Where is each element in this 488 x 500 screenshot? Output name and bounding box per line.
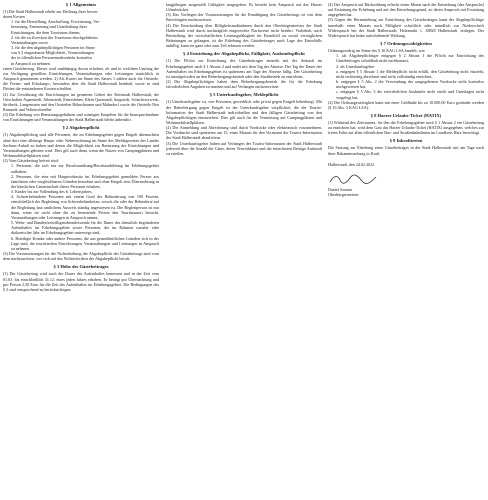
para-1-1: deren Kosten	[3, 14, 25, 20]
para-1-8: von § 2 eingeräumte Möglichkeit, Veranstaltungen	[11, 50, 94, 56]
column-1	[3, 2, 159, 292]
para-7-body: Ordnungswidrig im Sinne des § 16 KAG LSA handelt, wer	[328, 48, 425, 54]
para-5-body: (1) Unterkunftsgeber ist, wer Personen, gewerblich oder privat gegen Entgelt beherbergt. Mit der Beherbergung gegen Entgelt ist der Unterkunftsgeber verpflichtet, die der Tourist-Information der Stadt Halberstadt individuellen und den fälligen Gästebeitrag von den Abgabepflichtigen einzuziehen. Dies gilt auch für die Vermietung auf Campingplätzen und Wohnmobilstellplätzen.	[166, 99, 322, 125]
para-2-body-c: (3) Die Voraussetzungen für die Nichterhebung der Abgabepflicht des Gästebeitrags sind vom dem nachzuweisen, wer sich auf das Nichterfordern der Abgabepflicht beruft.	[3, 251, 159, 262]
para-5-body-b: (2) Die Anmeldung und Abrechnung sind durch Vordrucke oder elektronisch vorzunehmen. Die Vordrucke sind spätestens am 15. eines Monats für den Vormonat der Tourist-Information der Stadt Halberstadt abzuliefern.	[166, 125, 322, 141]
section-8-title: § 8 Harzer Urlaubs-Ticket (HATIX)	[370, 112, 442, 118]
list-item: b. entgegen § 5 Abs. 2 die Verwendung der ausgegebenen Vordrucke nicht kostenlos nachgewiesen hat,	[336, 79, 484, 90]
para-7-body-b: (2) Die Ordnungswidrigkeit kann mit einer Geldbuße bis zu 10.000,00 Euro geahndet werden (§ 16 Abs. 3 KAG LSA).	[328, 99, 484, 110]
para-1-body-b: (2) Zur Gewährung der Einrichtungen im gesamten Gebiet der Kernstadt Halberstadt, die Ortschaften Aspenstedt, Athenstedt, Emersleben, Klein Quenstedt, Sargstedt, Schachtvorwerk, Ströbeck, Langenstein und den Ortsteilen Böhnshausen und Mahndorf sowie die Ortsteile Neu Runstedt und Veltenschwalbe.	[3, 91, 159, 112]
para-4-body-b: (2) Die Abgabepflichtigen haben dem Beherbergungsbetrieb die für die Erhebung erforderlichen Angaben zu machen und auf Verlangen nachzuweisen.	[166, 79, 322, 90]
para-4-body: (1) Die Pflicht zur Entrichtung des Gästebeitrages entsteht mit der Ankunft im Erhebungsgebiet nach § 1 Absatz 2 und endet mit dem Tag der Abreise. Der Tag der Dauer des Aufenthaltes im Erhebungsgebiet ist spätestens am Tage der Abreise fällig. Der Gästebeitrag ist unaufgefordert an den Beherbergungsbetrieb oder den Stadtbetrieb zu entrichten.	[166, 58, 322, 79]
para-1-6: Veranstaltungen sowie	[11, 39, 48, 45]
list-item: c. entgegen § 5 Abs. 3 die erforderlichen Auskünfte nicht erteilt und Unterlagen nicht vorgelegt hat,	[336, 89, 484, 100]
list-item: 5. Wehr- und Bundesfreiwilligendienstleistende für die Dauer des dienstlich begründeten Aufenthaltes im Erhebungsgebiet sowie Personen, die im Rahmen sozialer oder diakonischer Jahr im Erhebungsgebiet unterwegs sind,	[11, 220, 159, 236]
para-2-body-b: (2) Vom Gästebeitrag befreit sind:	[3, 158, 59, 164]
signer-name: Daniel Szarata	[328, 186, 352, 192]
para-8-body: (1) Während des Zeitraumes, für den der Erhebungsgebiet nach § 1 Absatz 2 ein Gästebeitrag zu entrichten hat, wird dem Gast das Harzer Urlaubs-Ticket (HATIX) ausgegeben, welches zur freien Fahrt auf allen öffentlichen Bus- und Straßenbahnlinien im Landkreis Harz berechtigt.	[328, 119, 484, 136]
para-c2-a: langjährigen ausgestellt Gültigkeit ausgegeben. Es besteht kein Anspruch auf das Harzer Urlaubsticket.	[166, 2, 322, 13]
signature-mark	[328, 173, 378, 185]
para-1-5: 2. für die zu Zwecken des Tourismus durchgeführten	[11, 34, 98, 40]
signer-title: Oberbürgermeister	[328, 192, 359, 198]
section-4-title: § 4 Entstehung der Abgabepflicht, Fälligkeit, Auskunftspflicht	[183, 51, 305, 57]
list-item: a. entgegen § 5 Absatz 1 die Meldepflicht nicht erfüllt, den Gästebeitrag nicht einzieht, nicht rechtzeitig abrechnet und nicht vollständig entrichtet,	[336, 68, 484, 79]
para-5-body-c: (3) Die Unterkunftsgeber haben auf Verlangen der Tourist-Information der Stadt Halberstadt jederzeit über die Anzahl der Gäste, deren Verweildauer und die entrichteten Beträge Auskunft zu erteilen.	[166, 140, 322, 156]
section-3-title: § 3 Höhe des Gästebeitrages	[53, 264, 109, 270]
para-1-7: 3. für die den abgabepflichtigen Personen im Sinne	[11, 45, 95, 51]
para-c2-b: (3) Das Vorliegen der Voraussetzungen für die Ermäßigung des Gästebeitrags ist von dem Berechtigten nachzuweisen.	[166, 12, 322, 23]
section-9-title: § 9 Inkrafttreten	[389, 138, 423, 144]
para-2-body: (1) Abgabenpflichtig sind alle Personen, die im Erhebungsgebiet gegen Entgelt übernachten ohne dort eine alleinige Haupt- oder Nebenwohnung im Sinne des Meldegesetzes des Landes Sachsen-Anhalt zu haben und denen die Möglichkeit zur Benutzung der Einrichtungen und Veranstaltungen geboten wird. Dies gilt auch dann, wenn die Nutzer von Campingplätzen und Wohnmobilstellplätzen sind.	[3, 132, 159, 159]
list-item: 2. Personen, die eine mit Hauptwohnsitz im Erhebungsgebiet gemeldete Person aus familiären oder vergleichbaren Gründen besuchen und ohne Entgelt eine Übernachtung in der häuslichen Gemeinschaft dieser Personen erhalten,	[11, 173, 159, 189]
list-item: 1. als Abgabepflichtiger entgegen § 2 Absatz 1 die Pflicht zur Entrichtung des Gästebeitrages schuldhaft nicht nachkommt,	[336, 53, 484, 64]
para-1-0: (1) Die Stadt Halberstadt erhebt zur Deckung ihrer beson-	[3, 9, 99, 14]
list-item: 6. Beteiligte Kranke oder andere Personen, die aus gesundheitlichen Gründen sich in der Lage sind, die touristischen Einrichtungen, Veranstaltungen und Leistungen in Anspruch zu nehmen.	[11, 235, 159, 251]
para-1-2: 1. für die Herstellung, Anschaffung, Erweiterung, Ver-	[11, 19, 101, 25]
signature	[328, 173, 484, 187]
para-c3-a: (4) Der Anspruch auf Rückzahlung erlischt einen Monat nach der Entstehung (des Anspruchs) auf Erstattung der Erhebung und auf den Entstehungsgrund, zu deren Anspruch auf Erstattung angegeben hat.	[328, 2, 484, 18]
para-1-body-c: (3) Die Erhebung von Benutzungsgebühren und sonstigen Entgelten für die Inanspruchnahme von Einrichtungen und Veranstaltungen der Stadt Halberstadt bleibt unberührt.	[3, 112, 159, 123]
section-5-title: § 5 Unterkunftsgeber, Meldepflicht	[209, 92, 279, 98]
list-item: 1. Personen, die sich nur zur Berufsausübung/Berufsausbildung im Erhebungsgebiet aufhalten,	[11, 163, 159, 174]
para-1-9: der in öffentlichen Personennahverkehr kostenlos	[11, 55, 93, 61]
para-9-body: Die Satzung zur Erhebung eines Gästebeitrages in der Stadt Halberstadt tritt am Tage nach ihrer Bekanntmachung in Kraft.	[328, 145, 484, 156]
list-item: 3. Kinder bis zur Vollendung des 6. Lebensjahres,	[11, 189, 93, 195]
para-3-body: (1) Der Gästebeitrag wird nach der Dauer des Aufenthaltes bemessen und in der Zeit vom 01.01. bis einschließlich 31.12. eines jeden Jahres erhoben. Er beträgt pro Übernachtung und pro Person 2,50 Euro für die Zeit des Aufenthaltes im Erhebungsgebiet. Die Bedingungen des § 2 sind entsprechend zu berücksichtigen.	[3, 271, 159, 292]
para-c3-b: (5) Gegen die Heranziehung zur Entrichtung des Gästebeitrages kann der Abgabepflichtige innerhalb eines Monats nach Fälligkeit schriftlich oder mündlich zur Niederschrift Widerspruch bei der Stadt Halberstadt, Holzmarkt 1, 38820 Halberstadt, einlegen. Der Widerspruch hat keine aufschiebende Wirkung.	[328, 17, 484, 38]
para-1-4: Einrichtungen, die dem Tourismus dienen,	[11, 29, 81, 35]
para-c2-c: (4) Die Entscheidung über Billigkeitsmaßnahmen durch den Oberbürgermeister der Stadt Halberstadt wird durch nachträglich eingereichte Nachweise nicht berührt. Vorbehalt, nach Beurteilung der wirtschaftlichen Leistungsfähigkeit im Einzelfall zu sozial verträglichen Belastungen zu gelangen, ist die Erhebung des Gästebeitrages nach Lage des Einzelfalls unbillig, kann sie ganz oder zum Teil erlassen werden.	[166, 22, 322, 49]
para-1-body: einen Gästebeitrag. Dieser wird unabhängig davon erhoben, ob und in welchem Umfang die zur Verfügung gestellten Einrichtungen, Veranstaltungen oder Leistungen tatsächlich in Anspruch genommen werden. 2) Als Kurort im Sinne des Satzes 1 zählen auch die Ortsteile, die Ferien- und Erholungs-, besonders aber die Stadt Halberstadt beinhalt, sowie es sind Dritten die entstandenen Kosten schulden.	[3, 65, 159, 92]
column-3	[328, 2, 484, 197]
para-1-3: besserung, Erneuerung und Unterhaltung ihrer	[11, 24, 88, 30]
list-item: 2. als Unterkunftsgeber	[336, 63, 375, 69]
para-1-10: in Anspruch zu nehmen	[11, 60, 50, 66]
section-2-title: § 2 Abgabenpflicht	[62, 125, 100, 131]
column-2	[166, 2, 322, 156]
section-7-title: § 7 Ordnungswidrigkeiten	[380, 41, 432, 47]
signing-date: Halberstadt, den 24.02.2022	[328, 161, 375, 167]
section-1-title: § 1 Allgemeines	[65, 2, 97, 7]
list-item: 4. Schwerbehinderte Personen mit einem Grad der Behinderung von 100 Prozent, einschließlich der Begleitung von Schwerbehinderten, soweit die oder der Behinderte auf die Begleitung laut amtlichem Ausweis ständig angewiesen ist. Die Begleitperson ist nur dann, wenn sie nicht ohne die zu betreuende Person den Tourismusort besucht, Veranstaltungen oder Leistungen in Anspruch nimmt,	[11, 194, 159, 220]
